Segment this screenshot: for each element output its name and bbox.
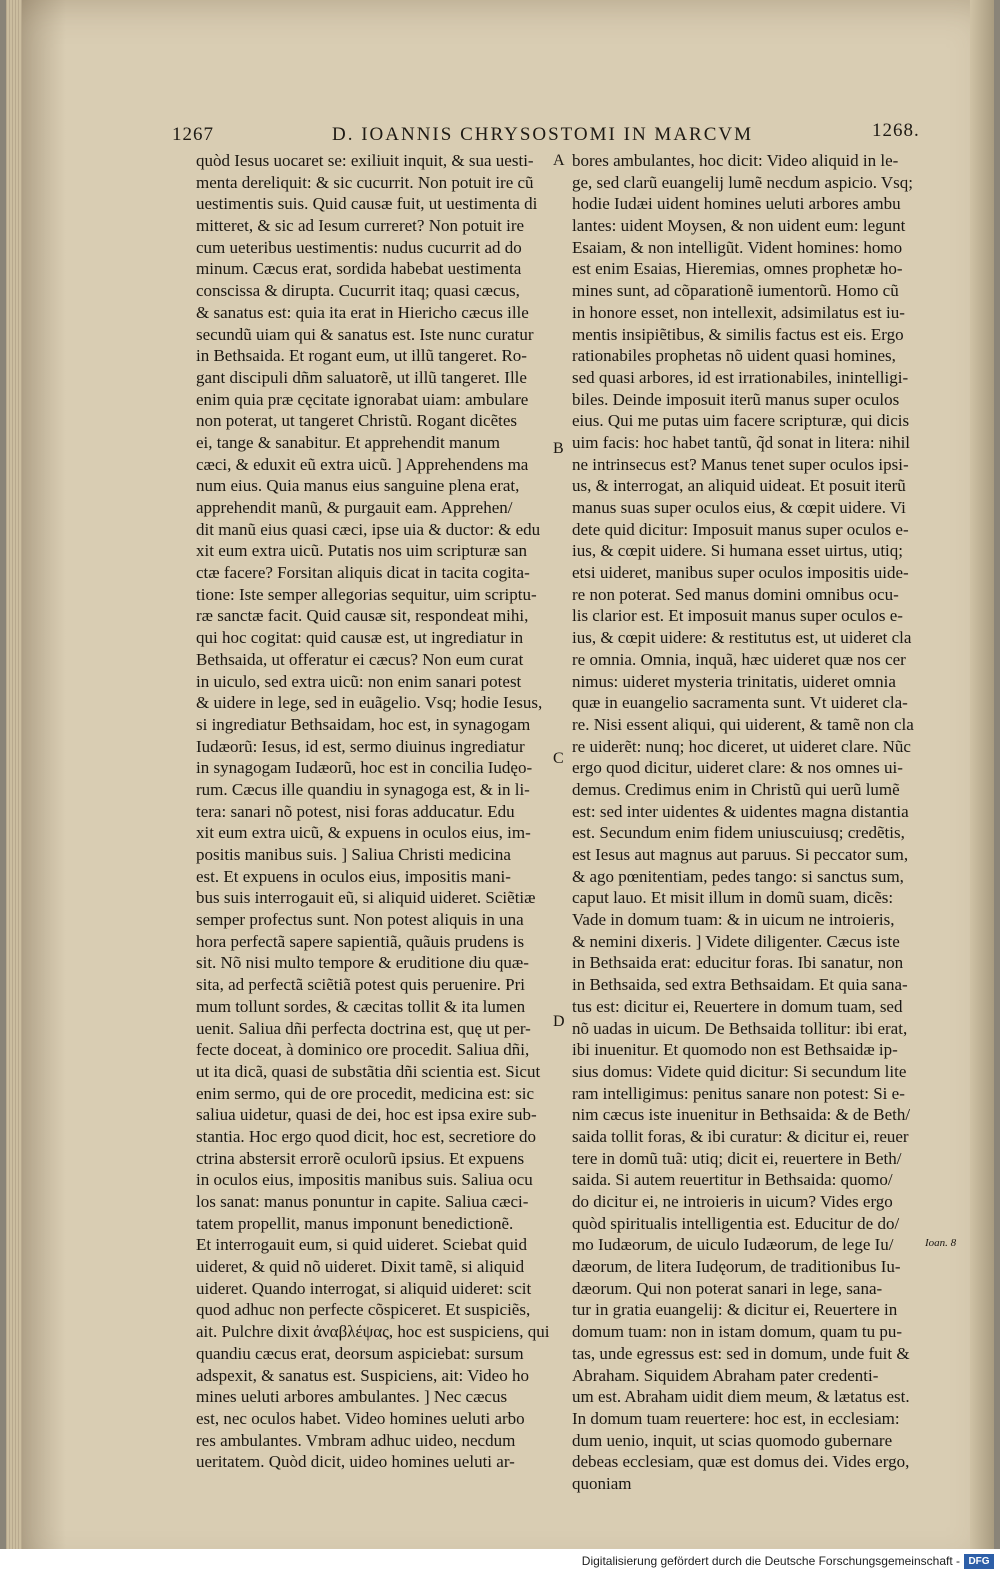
right-column-line: dæorum, de litera Iudęorum, de traditionibus Iu- (572, 1257, 901, 1277)
right-column-line: mines sunt, ad cõparationẽ iumentorũ. Homo cũ (572, 281, 899, 301)
left-column-line: conscissa & dirupta. Cucurrit itaq; quasi cæcus, (196, 281, 520, 301)
footer-bar (0, 1549, 1000, 1575)
left-column-line: cæci, & eduxit eũ extra uicũ. ] Apprehendens ma (196, 454, 529, 474)
right-column-line: nõ uadas in uicum. De Bethsaida tollitur: ibi erat, (572, 1018, 908, 1038)
left-column-line: uestimentis suis. Quid causæ fuit, ut uestimenta di (196, 194, 538, 214)
right-column-line: rationabiles prophetas nõ uident quasi homines, (572, 346, 896, 366)
left-column-line: tera: sanari nõ potest, nisi foras adducatur. Edu (196, 801, 515, 821)
left-column-line: in synagogam Iudæorũ, hoc est in concilia Iudęo- (196, 758, 533, 778)
left-column-line: mum tollunt sordes, & cæcitas tollit & ita lumen (196, 996, 526, 1016)
right-column-line: nim cæcus iste inuenitur in Bethsaida: & de Beth/ (572, 1105, 911, 1125)
right-column-line: us, & interrogat, an aliquid uideat. Et posuit iterũ (572, 476, 906, 496)
left-column-line: apprehendit manũ, & purgauit eam. Apprehen/ (196, 498, 513, 517)
right-column-line: debeas ecclesiam, quæ est domus dei. Vides ergo, (572, 1452, 910, 1472)
right-column-line: sed quasi arbores, id est irrationabiles, inintelligi- (572, 367, 909, 387)
right-column-line: quæ in euangelio sacramenta sunt. Vt uideret cla- (572, 693, 908, 713)
section-marker-c: C (553, 750, 564, 767)
dfg-logo: DFG (964, 1554, 994, 1569)
left-column-line: est, nec oculos habet. Video homines ueluti arbo (196, 1408, 525, 1428)
left-column-line: ctæ facere? Forsitan aliquis dicat in tacita cogita- (196, 563, 530, 583)
page-number-left: 1267 (172, 124, 214, 145)
right-column-line: re uiderẽt: nunq; hoc diceret, ut uideret clare. Nũc (572, 736, 911, 756)
right-column-line: ius, & cœpit uidere. Si humana esset uirtus, utiq; (572, 541, 903, 561)
left-column-line: num eius. Quia manus eius sanguine plena erat, (196, 476, 520, 496)
right-column-line: quoniam (572, 1473, 632, 1493)
right-column-line: Abraham. Siquidem Abraham pater credenti- (572, 1365, 879, 1385)
left-column-line: quòd Iesus uocaret se: exiliuit inquit, & sua uesti- (196, 151, 534, 170)
right-column-line: lantes: uident Moysen, & non uident eum: legunt (572, 216, 906, 236)
left-column-line: uideret, & quid nõ uideret. Dixit tamẽ, si aliquid (196, 1257, 525, 1277)
right-column-line: domum tuam: non in istam domum, quam tu pu- (572, 1322, 903, 1342)
left-column-line: fecte doceat, à dominico ore procedit. Saliua dñi, (196, 1040, 530, 1060)
right-column-line: mo Iudæorum, de uiculo Iudæorum, de lege Iu/ (572, 1235, 894, 1255)
right-column-line: tus est: dicitur ei, Reuertere in domum tuam, sed (572, 996, 903, 1016)
right-column-line: lis clarior est. Et imposuit manus super oculos e- (572, 606, 903, 626)
left-column-line: Bethsaida, ut offeratur ei cæcus? Non eum curat (196, 649, 524, 669)
left-column-line: secundũ uiam qui & sanatus est. Iste nunc curatur (196, 324, 534, 344)
right-column-line: ius, & cœpit uidere: & restitutus est, ut uideret cla (572, 628, 912, 648)
right-column-line: ergo quod dicitur, uideret clare: & nos omnes ui- (572, 758, 903, 778)
right-column-line: dete quid dicitur: Imposuit manus super oculos e- (572, 519, 909, 539)
right-column-line: Vade in domum tuam: & in uicum ne introieris, (572, 910, 895, 930)
right-column-line: tas, unde egressus est: sed in domum, unde fuit & (572, 1343, 910, 1363)
left-column-line: xit eum extra uicũ, & expuens in oculos eius, im- (196, 823, 531, 843)
left-column-line: Et interrogauit eum, si quid uideret. Sciebat quid (196, 1235, 527, 1255)
right-column-line: biles. Deinde imposuit iterũ manus super oculos (572, 389, 900, 409)
right-column-line: dum uenio, inquit, ut scias quomodo gubernare (572, 1430, 893, 1450)
left-column-line: gant discipuli dñm saluatorẽ, ut illũ tangeret. Ille (196, 367, 527, 387)
right-column-line: saida. Si autem reuertitur in Bethsaida: quomo/ (572, 1170, 893, 1190)
right-column-line: etsi uideret, manibus super oculos impositis uide- (572, 563, 909, 583)
left-column-line: ait. Pulchre dixit ἀναβλέψας, hoc est suspiciens, qui (196, 1322, 550, 1342)
left-column-line: in oculos eius, impositis manibus suis. Saliua ocu (196, 1170, 533, 1190)
left-column-line: mines ueluti arbores ambulantes. ] Nec cæcus (196, 1387, 508, 1407)
right-column-line: do dicitur ei, ne introieris in uicum? Vides ergo (572, 1192, 893, 1211)
left-column-line: si ingrediatur Bethsaidam, hoc est, in synagogam (196, 714, 531, 734)
right-column-line: demus. Credimus enim in Christũ qui uerũ lumẽ (572, 779, 900, 799)
left-column-line: & uidere in lege, sed in euãgelio. Vsq; hodie Iesus, (196, 693, 543, 713)
right-column-line: ne intrinsecus est? Manus tenet super oculos ipsi- (572, 454, 909, 474)
right-column-line: eius. Qui me putas uim facere scripturæ, qui dicis (572, 411, 910, 431)
left-column-line: Iudæorũ: Iesus, id est, sermo diuinus ingrediatur (196, 736, 525, 756)
right-column-line: uim facis: hoc habet tantũ, q̃d sonat in litera: nihil (572, 432, 911, 452)
left-column-line: los sanat: manus ponuntur in capite. Saliua cæci- (196, 1192, 529, 1211)
left-column-line: semper profectus sunt. Non potest aliquis in una (196, 910, 524, 930)
right-column-line: re non poterat. Sed manus domini omnibus ocu- (572, 584, 899, 604)
right-column-line: Esaiam, & non intelligũt. Vident homines: homo (572, 237, 903, 257)
left-column-line: non poterat, ut tangeret Christũ. Rogant dicẽtes (196, 411, 518, 431)
left-column-line: ctrina abstersit errorẽ oculorũ ipsius. Et expuens (196, 1148, 525, 1168)
right-column-line: & ago pœnitentiam, pedes tango: si sanctus sum, (572, 866, 904, 886)
right-column-line: caput lauo. Et misit illum in domũ suam, dicẽs: (572, 888, 894, 908)
left-column-line: bus suis interrogauit eũ, si aliquid uideret. Sciẽtiæ (196, 888, 536, 908)
left-column-line: ut ita dicã, quasi de substãtia dñi scientia est. Sicut (196, 1061, 541, 1081)
right-column-line: sius domus: Videte quid dicitur: Si secundum lite (572, 1061, 907, 1081)
right-column-line: ge, sed clarũ euangelij lumẽ necdum aspicio. Vsq; (572, 172, 914, 192)
left-column-line: ei, tange & sanabitur. Et apprehendit manum (196, 432, 501, 452)
right-column-line: hodie Iudæi uident homines ueluti arbores ambu (572, 194, 901, 214)
left-column-line: ræ sanctæ facit. Quid causæ sit, respondeat mihi, (196, 606, 529, 626)
right-column-line: in Bethsaida, sed extra Bethsaidam. Et quia sana- (572, 975, 908, 995)
page-right-edge (970, 0, 994, 1575)
page-edges (6, 0, 22, 1575)
right-column-line: in Bethsaida erat: educitur foras. Ibi sanatur, non (572, 953, 904, 973)
left-column-line: qui hoc cogitat: quid causæ est, ut ingrediatur in (196, 628, 524, 648)
right-text-column (572, 150, 940, 1495)
left-column-line: minum. Cæcus erat, sordida habebat uestimenta (196, 259, 522, 279)
right-column-line: re omnia. Omnia, inquã, hæc uideret quæ nos cer (572, 649, 906, 669)
left-column-line: uenit. Saliua dñi perfecta doctrina est, quę ut per- (196, 1018, 531, 1038)
left-column-line: quandiu cæcus erat, deorsum aspiciebat: sursum (196, 1343, 524, 1363)
right-column-line: nimus: uideret mysteria trinitatis, uideret omnia (572, 671, 896, 691)
left-column-line: dit manũ eius quasi cæci, ipse uia & ductor: & edu (196, 519, 541, 539)
left-column-line: & sanatus est: quia ita erat in Hiericho cæcus ille (196, 302, 529, 322)
footer-text: Digitalisierung gefördert durch die Deutsche Forschungsgemeinschaft - (581, 1554, 960, 1568)
left-column-line: ueritatem. Quòd dicit, uideo homines ueluti ar- (196, 1452, 515, 1472)
left-column-line: in Bethsaida. Et rogant eum, ut illũ tangeret. Ro- (196, 346, 527, 366)
right-column-line: mentis insipiẽtibus, & similis factus est eis. Ergo (572, 324, 904, 344)
right-column-line: est enim Esaias, Hieremias, omnes prophetæ ho- (572, 259, 903, 279)
left-column-line: quod adhuc non perfecte cõspiceret. Et suspiciẽs, (196, 1300, 531, 1320)
right-column-line: & nemini dixeris. ] Videte diligenter. Cæcus iste (572, 931, 900, 951)
left-column-line: hora perfectã sapere sapientiã, quãuis prudens is (196, 931, 525, 951)
left-column-line: mitteret, & sic ad Iesum curreret? Non potuit ire (196, 216, 525, 236)
right-column-line: In domum tuam reuertere: hoc est, in ecclesiam: (572, 1408, 900, 1428)
left-column-line: est. Et expuens in oculos eius, impositis mani- (196, 866, 511, 886)
right-column-line: quòd spiritualis intelligentia est. Educitur de do/ (572, 1213, 900, 1233)
section-marker-d: D (553, 1013, 565, 1030)
right-column-line: in honore esset, non intellexit, adsimilatus est iu- (572, 302, 905, 322)
right-column-line: dæorum. Qui non poterat sanari in lege, sana- (572, 1278, 883, 1298)
right-column-line: tur in gratia euangelij: & dicitur ei, Reuertere in (572, 1300, 898, 1320)
right-column-line: um est. Abraham uidit diem meum, & lætatus est. (572, 1387, 910, 1407)
left-column-line: stantia. Hoc ergo quod dicit, hoc est, secretiore do (196, 1126, 537, 1146)
running-title: D. IOANNIS CHRYSOSTOMI IN MARCVM (332, 124, 754, 145)
right-column-line: est: sed inter uidentes & uidentes magna distantia (572, 801, 909, 821)
page-number-right: 1268. (872, 120, 920, 141)
left-column-line: enim quia præ cęcitate ignorabat uiam: ambulare (196, 389, 529, 409)
right-column-line: est. Secundum enim fidem uniuscuiusq; credẽtis, (572, 823, 905, 843)
running-header (172, 120, 952, 148)
left-column-line: enim sermo, qui de ore procedit, medicina est: sic (196, 1083, 535, 1103)
left-column-line: in uiculo, sed extra uicũ: non enim sanari potest (196, 671, 522, 691)
right-column-line: tere in domũ tuã: utiq; dicit ei, reuertere in Beth/ (572, 1148, 902, 1168)
left-column-line: rum. Cæcus ille quandiu in synagoga est, & in li- (196, 779, 530, 799)
right-column-line: saida tollit foras, & ibi curatur: & dicitur ei, reuer (572, 1126, 909, 1146)
left-column-line: sita, ad perfectã sciẽtiã potest quis peruenire. Pri (196, 975, 526, 995)
left-column-line: saliua uidetur, quasi de dei, hoc est ipsa exire sub- (196, 1105, 537, 1125)
section-marker-b: B (553, 440, 564, 457)
right-column-line: ibi inuenitur. Et quomodo non est Bethsaidæ ip- (572, 1040, 898, 1060)
section-marker-a: A (553, 152, 565, 169)
right-column-line: bores ambulantes, hoc dicit: Video aliquid in le- (572, 151, 899, 170)
left-column-line: positis manibus suis. ] Saliua Christi medicina (196, 845, 511, 864)
margin-note: Ioan. 8 (925, 1237, 957, 1249)
left-column-line: adspexit, & sanatus est. Suspiciens, ait: Video ho (196, 1365, 529, 1385)
right-column-line: ram intelligimus: penitus sanare non potest: Si e- (572, 1083, 905, 1103)
left-column-line: tione: Iste semper allegorias sequitur, uim scriptu- (196, 584, 537, 604)
left-text-column (196, 150, 551, 1473)
left-column-line: menta dereliquit: & sic cucurrit. Non potuit ire cũ (196, 172, 534, 192)
left-column-line: tatem propellit, manus imponunt benedictionẽ. (196, 1213, 514, 1233)
right-column-line: re. Nisi essent aliqui, qui uiderent, & tamẽ non cla (572, 714, 914, 734)
right-column-line: manus suas super oculos eius, & cœpit uidere. Vi (572, 498, 906, 517)
right-column-line: est Iesus aut magnus aut paruus. Si peccator sum, (572, 845, 909, 864)
left-column-line: uideret. Quando interrogat, si aliquid uideret: scit (196, 1278, 532, 1298)
left-column-line: sit. Nõ nisi multo tempore & eruditione diu quæ- (196, 953, 529, 973)
left-column-line: res ambulantes. Vmbram adhuc uideo, necdum (196, 1430, 516, 1450)
left-column-line: xit eum extra uicũ. Putatis nos uim scripturæ san (196, 541, 527, 561)
left-column-line: cum ueteribus uestimentis: nudus cucurrit ad do (196, 237, 522, 257)
